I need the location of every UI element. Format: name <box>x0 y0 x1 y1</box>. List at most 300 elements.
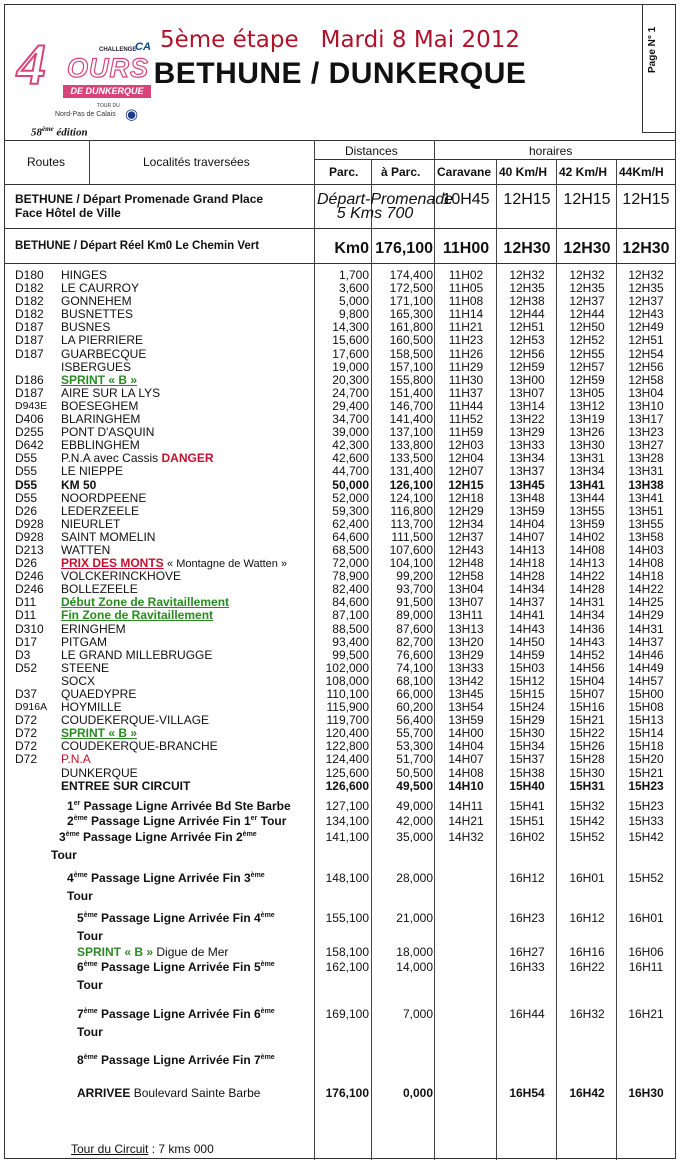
route-code: D406 <box>15 412 44 427</box>
time-caravane: 12H07 <box>448 464 484 479</box>
logo-tour-du: TOUR DU <box>97 103 120 109</box>
route-code: D55 <box>15 464 38 479</box>
time-42: 13H05 <box>569 385 605 400</box>
passage-text: Passage Ligne Arrivée Fin 5 <box>101 960 261 974</box>
time-40: 13H00 <box>509 372 545 387</box>
locality-name: EBBLINGHEM <box>61 438 140 453</box>
reel-40: 12H30 <box>503 240 551 257</box>
time-42: 15H30 <box>569 765 605 780</box>
dist-a-parc: 133,500 <box>389 451 433 466</box>
dist-a-parc: 158,500 <box>389 346 433 361</box>
route-code: D182 <box>15 294 44 309</box>
dist-parc: 99,500 <box>332 647 369 662</box>
time-44: 13H27 <box>628 438 664 453</box>
locality-name: BOLLEZEELE <box>61 582 138 597</box>
sprint-extra: Digue de Mer <box>156 945 229 959</box>
time-40: 15H12 <box>509 673 545 688</box>
locality-name: GUARBECQUE <box>61 346 147 361</box>
locality <box>61 387 160 400</box>
passage-sup2: ème <box>260 961 275 968</box>
passage-cont: Tour <box>77 929 103 943</box>
time-42: 15H04 <box>569 673 605 688</box>
time-caravane: 13H54 <box>448 700 484 715</box>
time-42: 13H34 <box>569 464 605 479</box>
locality-name: NIEURLET <box>61 516 121 531</box>
arrivee-44: 16H30 <box>628 1086 664 1100</box>
time-caravane: 12H29 <box>448 503 484 518</box>
time-42: 12H32 <box>569 268 605 282</box>
dist-a-parc: 82,700 <box>396 634 433 649</box>
time-42: 14H31 <box>569 595 605 610</box>
dist-parc: 72,000 <box>332 556 369 571</box>
locality <box>61 570 181 583</box>
locality-name: BOESEGHEM <box>61 398 139 413</box>
time-40: 14H50 <box>509 634 545 649</box>
route-code: D928 <box>15 529 44 544</box>
passage-parc: 155,100 <box>325 911 369 925</box>
locality-name: HINGES <box>61 268 108 282</box>
locality <box>61 596 229 609</box>
time-40: 14H43 <box>509 621 545 636</box>
passage-44: 16H06 <box>628 945 664 959</box>
time-42: 14H22 <box>569 569 605 584</box>
time-caravane: 13H45 <box>448 687 484 701</box>
footer-value: : 7 kms 000 <box>148 1142 214 1156</box>
passage-44: 15H52 <box>628 871 664 885</box>
locality <box>61 348 146 361</box>
locality <box>61 269 107 282</box>
time-40: 13H45 <box>509 477 545 492</box>
page-box <box>642 5 676 133</box>
dist-a-parc: 99,200 <box>396 569 433 584</box>
dist-parc: 5,000 <box>338 294 369 309</box>
time-40: 14H41 <box>509 608 545 623</box>
locality <box>61 688 136 701</box>
time-44: 12H35 <box>628 281 664 296</box>
locality-name: ISBERGUES <box>61 359 132 374</box>
dist-a-parc: 87,600 <box>396 621 433 636</box>
time-caravane: 12H03 <box>448 438 484 453</box>
time-40: 15H37 <box>509 752 545 767</box>
time-42: 15H22 <box>569 726 605 741</box>
time-42: 13H55 <box>569 503 605 518</box>
passage-parc: 127,100 <box>325 799 369 813</box>
time-44: 15H18 <box>628 739 664 754</box>
passage-sup: ème <box>83 961 98 968</box>
col-40kmh: 40 Km/H <box>499 165 548 179</box>
time-caravane: 11H14 <box>448 307 484 322</box>
locality-name: LEDERZEELE <box>61 503 140 518</box>
time-caravane: 14H00 <box>448 726 484 741</box>
passage-text: Passage Ligne Arrivée Fin 6 <box>101 1007 261 1021</box>
time-44: 15H00 <box>628 687 664 701</box>
time-42: 13H59 <box>569 516 605 531</box>
time-caravane: 13H04 <box>448 582 484 597</box>
itinerary-row <box>5 780 675 793</box>
reel-42: 12H30 <box>563 240 611 257</box>
time-caravane: 11H29 <box>448 359 484 374</box>
passage-sup: ème <box>73 815 88 822</box>
route-code: D943E <box>15 399 48 412</box>
time-44: 15H13 <box>628 713 664 728</box>
page-label: Page N° 1 <box>647 26 658 73</box>
route-code: D52 <box>15 660 38 675</box>
stage-date: Mardi 8 Mai 2012 <box>320 27 521 53</box>
time-44: 13H41 <box>628 490 664 505</box>
itinerary-rows <box>5 269 675 793</box>
dist-a-parc: 131,400 <box>389 464 433 479</box>
passage-caravane: 14H21 <box>448 814 484 828</box>
time-42: 15H21 <box>569 713 605 728</box>
logo-four: 4 <box>17 32 46 97</box>
stage-number: 5ème étape <box>159 27 299 53</box>
dist-parc: 115,900 <box>326 700 369 715</box>
time-40: 14H07 <box>509 529 545 544</box>
dist-a-parc: 55,700 <box>396 726 433 741</box>
dist-parc: 17,600 <box>332 346 369 361</box>
route-code: D916A <box>15 701 48 714</box>
passage-40: 15H51 <box>509 814 545 828</box>
logo-challenge: CHALLENGE <box>99 47 137 53</box>
time-44: 14H22 <box>628 582 664 597</box>
dist-a-parc: 160,500 <box>389 333 433 348</box>
promenade-44: 12H15 <box>622 191 670 208</box>
route-code: D187 <box>15 333 44 348</box>
col-parc: Parc. <box>329 165 359 179</box>
locality-name: P.N.A <box>61 752 91 767</box>
document-frame <box>4 4 676 1159</box>
arrivee-40: 16H54 <box>509 1086 545 1100</box>
time-42: 15H07 <box>569 687 605 701</box>
time-42: 13H26 <box>569 425 605 440</box>
logo-region: Nord-Pas de Calais <box>55 111 116 118</box>
locality <box>61 623 126 636</box>
route-code: D310 <box>15 621 44 636</box>
dist-parc: 29,400 <box>332 398 369 413</box>
passage-cont: Tour <box>67 889 93 903</box>
time-42: 13H19 <box>569 412 605 427</box>
dist-a-parc: 60,200 <box>396 700 433 715</box>
time-40: 15H24 <box>509 700 545 715</box>
locality <box>61 518 120 531</box>
dist-a-parc: 111,500 <box>391 529 433 544</box>
passage-sup2: ème <box>260 1054 275 1061</box>
time-42: 14H43 <box>569 634 605 649</box>
dist-parc: 19,000 <box>332 359 369 374</box>
col-localites: Localités traversées <box>143 155 250 169</box>
edition-sup: ème <box>42 125 54 133</box>
locality <box>61 675 95 688</box>
passage-sup2: ème <box>260 1008 275 1015</box>
dist-a-parc: 157,100 <box>389 359 433 374</box>
time-40: 13H48 <box>509 490 545 505</box>
col-horaires: horaires <box>529 144 573 158</box>
time-44: 14H37 <box>628 634 664 649</box>
route-code: D55 <box>15 490 38 505</box>
time-44: 12H54 <box>628 346 664 361</box>
time-40: 12H56 <box>509 346 545 361</box>
dist-a-parc: 146,700 <box>389 398 433 413</box>
promenade-caravane: 10H45 <box>442 191 490 208</box>
dist-a-parc: 171,100 <box>389 294 433 309</box>
locality <box>61 780 190 793</box>
time-44: 13H38 <box>628 477 664 492</box>
locality <box>61 492 146 505</box>
locality-name: BUSNES <box>61 320 111 335</box>
locality-name: LE GRAND MILLEBRUGGE <box>61 647 213 662</box>
locality-name: SAINT MOMELIN <box>61 529 156 544</box>
route-code: D213 <box>15 542 44 557</box>
locality <box>61 701 122 714</box>
passage-42: 16H32 <box>569 1007 605 1021</box>
passage-num: 2 <box>67 814 74 828</box>
dist-parc: 42,600 <box>332 451 369 466</box>
time-caravane: 13H20 <box>448 634 484 649</box>
time-caravane: 11H52 <box>448 412 484 427</box>
dist-parc: 24,700 <box>332 385 369 400</box>
time-40: 14H59 <box>509 647 545 662</box>
locality-name: PONT D'ASQUIN <box>61 425 155 440</box>
arrivee-aparc: 0,000 <box>402 1086 433 1100</box>
route-code: D187 <box>15 385 44 400</box>
locality-name: BUSNETTES <box>61 307 134 322</box>
time-42: 15H26 <box>569 739 605 754</box>
route-code: D642 <box>15 438 44 453</box>
passage-44: 16H01 <box>628 911 664 925</box>
time-44: 13H31 <box>628 464 664 479</box>
reel-parc: Km0 <box>334 240 369 257</box>
time-44: 15H23 <box>628 778 664 793</box>
time-44: 14H31 <box>628 621 664 636</box>
locality <box>61 714 209 727</box>
dist-parc: 15,600 <box>332 333 369 348</box>
time-40: 12H38 <box>509 294 545 309</box>
passage-num: 5 <box>77 911 84 925</box>
passage-42: 15H42 <box>569 814 605 828</box>
passage-44: 16H11 <box>628 960 664 974</box>
time-40: 14H18 <box>509 556 545 571</box>
locality <box>61 295 132 308</box>
dist-parc: 88,500 <box>332 621 369 636</box>
locality <box>61 374 137 387</box>
dist-parc: 78,900 <box>332 569 369 584</box>
reel-a-parc: 176,100 <box>375 240 433 257</box>
time-42: 13H12 <box>569 398 605 413</box>
route-title: BETHUNE / DUNKERQUE <box>153 57 527 90</box>
passage-text: Passage Ligne Arrivée Fin 2 <box>83 830 243 844</box>
locality <box>61 361 131 374</box>
locality <box>61 636 107 649</box>
dist-a-parc: 141,400 <box>389 412 433 427</box>
passage-sup2: er <box>250 815 258 822</box>
document-header <box>5 5 675 140</box>
route-code: D37 <box>15 687 38 701</box>
time-42: 13H41 <box>569 477 605 492</box>
time-42: 12H35 <box>569 281 605 296</box>
passage-aparc: 49,000 <box>396 799 433 813</box>
passage-aparc: 18,000 <box>396 945 433 959</box>
passage-42: 16H22 <box>569 960 605 974</box>
time-42: 14H28 <box>569 582 605 597</box>
time-40: 12H59 <box>509 359 545 374</box>
col-44kmh: 44Km/H <box>619 165 664 179</box>
locality <box>61 740 218 753</box>
locality <box>61 321 110 334</box>
locality <box>61 662 109 675</box>
route-code: D72 <box>15 713 38 728</box>
time-42: 15H28 <box>569 752 605 767</box>
time-40: 15H38 <box>509 765 545 780</box>
arrivee-label: ARRIVEE <box>77 1086 131 1100</box>
passage-text: Passage Ligne Arrivée Bd Ste Barbe <box>83 799 291 813</box>
reel-label: BETHUNE / Départ Réel Km0 Le Chemin Vert <box>15 240 260 252</box>
passage-42: 16H16 <box>569 945 605 959</box>
route-code: D246 <box>15 582 44 597</box>
time-40: 14H13 <box>509 542 545 557</box>
time-40: 13H59 <box>509 503 545 518</box>
time-40: 13H34 <box>509 451 545 466</box>
route-code: D11 <box>15 595 37 610</box>
passage-sup: ème <box>83 1054 98 1061</box>
dist-a-parc: 151,400 <box>389 385 433 400</box>
time-caravane: 13H42 <box>448 673 484 688</box>
time-40: 14H37 <box>509 595 545 610</box>
locality-name: LE NIEPPE <box>61 464 124 479</box>
locality-name: LA PIERRIERE <box>61 333 144 348</box>
passage-aparc: 21,000 <box>396 911 433 925</box>
passage-44: 16H21 <box>628 1007 664 1021</box>
route-code: D55 <box>15 477 38 492</box>
dist-a-parc: 68,100 <box>396 673 433 688</box>
dist-parc: 9,800 <box>338 307 369 322</box>
passage-num: 4 <box>67 871 74 885</box>
dist-parc: 68,500 <box>332 542 369 557</box>
dist-parc: 87,100 <box>332 608 369 623</box>
locality-name: HOYMILLE <box>61 700 122 715</box>
time-44: 12H58 <box>628 372 664 387</box>
footer-label: Tour du Circuit <box>71 1142 149 1156</box>
time-42: 14H13 <box>569 556 605 571</box>
time-44: 14H57 <box>628 673 664 688</box>
passage-parc: 169,100 <box>325 1007 369 1021</box>
time-44: 12H32 <box>628 268 664 282</box>
time-42: 14H36 <box>569 621 605 636</box>
time-40: 12H51 <box>509 320 545 335</box>
time-40: 12H44 <box>509 307 545 322</box>
route-code: D26 <box>15 503 38 518</box>
time-42: 12H52 <box>569 333 605 348</box>
promenade-line1: BETHUNE / Départ Promenade Grand Place <box>15 192 264 206</box>
locality <box>61 609 213 622</box>
dist-a-parc: 104,100 <box>389 556 433 571</box>
dist-parc: 64,600 <box>332 529 369 544</box>
dist-parc: 14,300 <box>332 320 369 335</box>
passage-sup: ème <box>65 831 80 838</box>
locality-name: LE CAURROY <box>61 281 140 296</box>
locality-name: COUDEKERQUE-BRANCHE <box>61 739 218 754</box>
dist-a-parc: 107,600 <box>389 542 433 557</box>
passage-sup: ème <box>83 1008 98 1015</box>
locality <box>61 505 139 518</box>
route-code: D246 <box>15 569 44 584</box>
dist-a-parc: 51,700 <box>396 752 433 767</box>
dist-a-parc: 174,400 <box>389 268 433 282</box>
passage-num: 1 <box>67 799 74 813</box>
locality <box>61 426 154 439</box>
time-caravane: 12H37 <box>448 529 484 544</box>
time-caravane: 12H18 <box>448 490 484 505</box>
itinerary-row <box>5 465 675 478</box>
dist-a-parc: 49,500 <box>396 778 433 793</box>
passage-aparc: 7,000 <box>402 1007 433 1021</box>
time-40: 15H03 <box>509 660 545 675</box>
time-42: 12H44 <box>569 307 605 322</box>
time-42: 14H02 <box>569 529 605 544</box>
dist-a-parc: 66,000 <box>396 687 433 701</box>
time-caravane: 11H02 <box>448 268 484 282</box>
time-42: 12H50 <box>569 320 605 335</box>
dist-a-parc: 89,000 <box>396 608 433 623</box>
locality-name: PITGAM <box>61 634 108 649</box>
dist-parc: 93,400 <box>332 634 369 649</box>
locality <box>61 400 138 413</box>
time-44: 12H51 <box>628 333 664 348</box>
locality <box>61 282 139 295</box>
time-caravane: 11H59 <box>448 425 484 440</box>
locality-name: AIRE SUR LA LYS <box>61 385 161 400</box>
locality-name: PRIX DES MONTS <box>61 556 164 571</box>
promenade-dist2: 5 Kms 700 <box>336 205 414 222</box>
locality <box>61 465 123 478</box>
time-40: 13H33 <box>509 438 545 453</box>
passage-num: 3 <box>59 830 66 844</box>
passage-42: 16H12 <box>569 911 605 925</box>
time-caravane: 14H07 <box>448 752 484 767</box>
arrivee-42: 16H42 <box>569 1086 605 1100</box>
time-44: 14H03 <box>628 542 664 557</box>
passage-40: 15H41 <box>509 799 545 813</box>
dist-a-parc: 50,500 <box>396 765 433 780</box>
time-42: 13H30 <box>569 438 605 453</box>
locality-name: SPRINT « B » <box>61 372 138 387</box>
time-42: 12H37 <box>569 294 605 309</box>
time-caravane: 12H04 <box>448 451 484 466</box>
time-caravane: 11H05 <box>448 281 484 296</box>
region-emblem-icon: ◉ <box>125 106 139 123</box>
route-code: D255 <box>15 425 44 440</box>
passage-caravane: 14H32 <box>448 830 484 844</box>
passage-aparc: 28,000 <box>396 871 433 885</box>
passage-cont: Tour <box>77 1025 103 1039</box>
time-caravane: 14H08 <box>448 765 484 780</box>
time-40: 13H07 <box>509 385 545 400</box>
promenade-dist1: Départ-Promenade <box>317 191 454 208</box>
passage-parc: 162,100 <box>325 960 369 974</box>
route-code: D72 <box>15 752 38 767</box>
route-code: D72 <box>15 726 38 741</box>
time-44: 14H18 <box>628 569 664 584</box>
passage-aparc: 42,000 <box>396 814 433 828</box>
locality-name: SPRINT « B » <box>61 726 138 741</box>
time-caravane: 13H13 <box>448 621 484 636</box>
locality-name: WATTEN <box>61 542 111 557</box>
passage-42: 16H01 <box>569 871 605 885</box>
route-code: D55 <box>15 451 38 466</box>
arrivee-extra: Boulevard Sainte Barbe <box>133 1086 261 1100</box>
arrivee-parc: 176,100 <box>325 1086 369 1100</box>
dist-parc: 126,600 <box>325 778 369 793</box>
time-40: 13H37 <box>509 464 545 479</box>
